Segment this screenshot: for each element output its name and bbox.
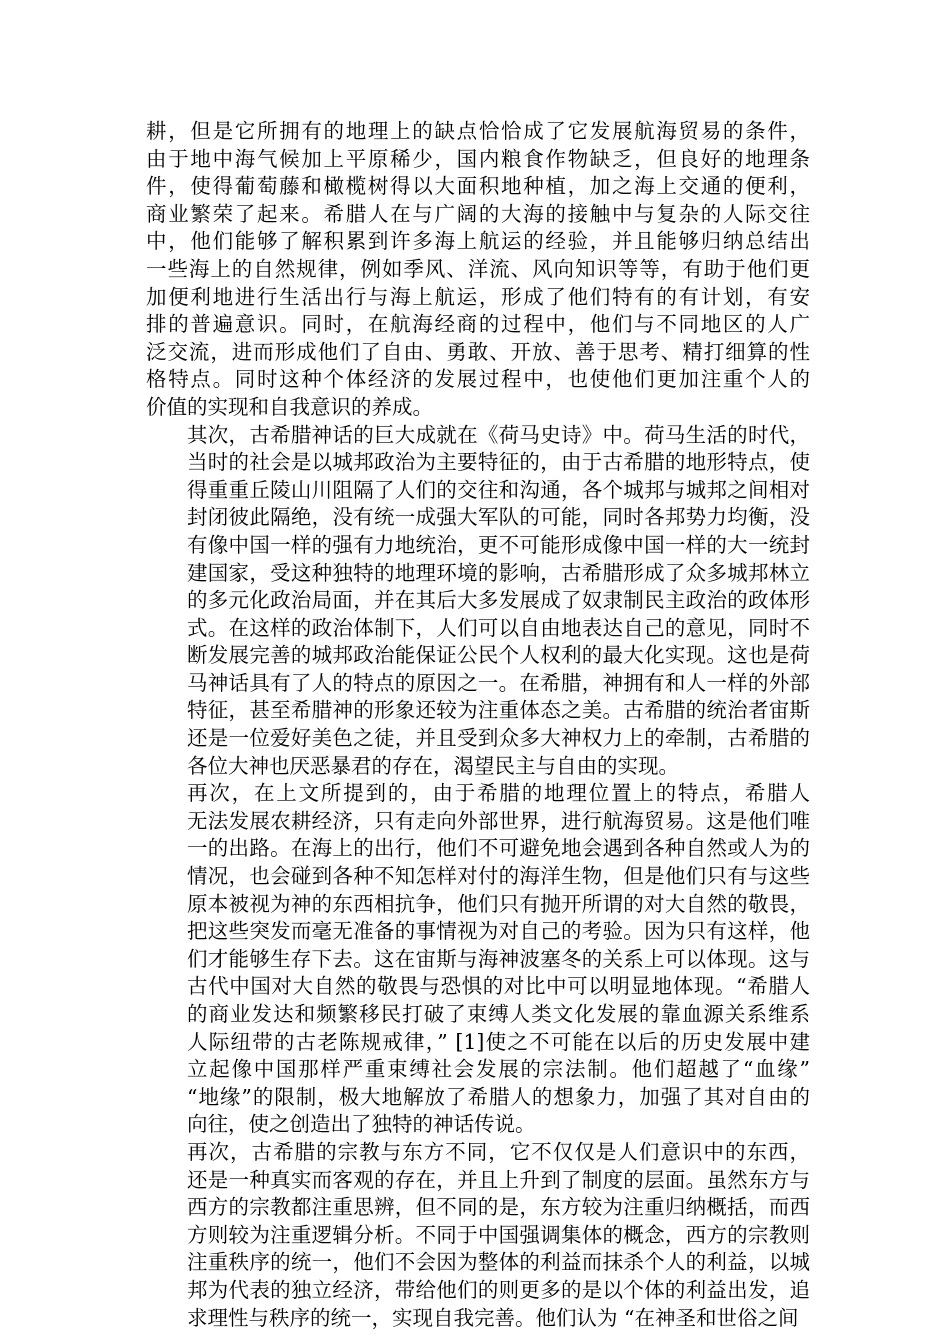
text-line: 由于地中海气候加上平原稀少，国内粮食作物缺乏，但良好的地理条 [146,146,810,171]
document-page [146,118,810,1332]
text-line: 原本被视为神的东西相抗争，他们只有抛开所谓的对大自然的敬畏， [187,891,810,916]
text-line: 求理性与秩序的统一，实现自我完善。他们认为 “在神圣和世俗之间 [187,1305,799,1330]
text-line: 排的普遍意识。同时，在航海经商的过程中，他们与不同地区的人广 [146,312,810,337]
text-line: 们才能够生存下去。这在宙斯与海神波塞冬的关系上可以体现。这与 [187,946,810,971]
text-line: 件，使得葡萄藤和橄榄树得以大面积地种植，加之海上交通的便利， [146,174,810,199]
text-line: 方则较为注重逻辑分析。不同于中国强调集体的概念，西方的宗教则 [187,1222,810,1247]
text-line: “地缘”的限制，极大地解放了希腊人的想象力，加强了其对自由的 [187,1084,810,1109]
text-line: 有像中国一样的强有力地统治，更不可能形成像中国一样的大一统封 [187,532,810,557]
text-line: 封闭彼此隔绝，没有统一成强大军队的可能，同时各邦势力均衡，没 [187,505,810,530]
text-line: 情况，也会碰到各种不知怎样对付的海洋生物，但是他们只有与这些 [187,864,810,889]
text-line: 断发展完善的城邦政治能保证公民个人权利的最大化实现。这也是荷 [187,643,810,668]
text-line: 当时的社会是以城邦政治为主要特征的，由于古希腊的地形特点，使 [187,450,810,475]
text-line: 得重重丘陵山川阻隔了人们的交往和沟通，各个城邦与城邦之间相对 [187,477,810,502]
text-line: 把这些突发而毫无准备的事情视为对自己的考验。因为只有这样，他 [187,919,810,944]
text-line: 无法发展农耕经济，只有走向外部世界，进行航海贸易。这是他们唯 [187,808,810,833]
text-line: 格特点。同时这种个体经济的发展过程中，也使他们更加注重个人的 [146,367,810,392]
text-line: 西方的宗教都注重思辨，但不同的是，东方较为注重归纳概括，而西 [187,1195,810,1220]
text-line: 式。在这样的政治体制下，人们可以自由地表达自己的意见，同时不 [187,615,810,640]
text-line: 一的出路。在海上的出行，他们不可避免地会遇到各种自然或人为的 [187,836,810,861]
text-line: 各位大神也厌恶暴君的存在，渴望民主与自由的实现。 [187,753,679,778]
text-line: 加便利地进行生活出行与海上航运，形成了他们特有的有计划，有安 [146,284,810,309]
text-line: 立起像中国那样严重束缚社会发展的宗法制。他们超越了“血缘” [187,1057,810,1082]
text-line: 的多元化政治局面，并在其后大多发展成了奴隶制民主政治的政体形 [187,588,810,613]
text-line: 向往，使之创造出了独特的神话传说。 [187,1112,536,1137]
text-line: 邦为代表的独立经济，带给他们的则更多的是以个体的利益出发，追 [187,1277,810,1302]
text-line: 还是一种真实而客观的存在，并且上升到了制度的层面。虽然东方与 [187,1167,810,1192]
text-line: 人际纽带的古老陈规戒律，” [1]使之不可能在以后的历史发展中建 [187,1029,810,1054]
text-line: 再次，古希腊的宗教与东方不同，它不仅仅是人们意识中的东西， [187,1139,810,1164]
paragraph [146,780,810,1139]
text-line: 的商业发达和频繁移民打破了束缚人类文化发展的靠血源关系维系 [187,1002,810,1026]
text-line: 马神话具有了人的特点的原因之一。在希腊，神拥有和人一样的外部 [187,670,810,695]
text-line: 商业繁荣了起来。希腊人在与广阔的大海的接触中与复杂的人际交往 [146,201,810,226]
text-line: 价值的实现和自我意识的养成。 [146,394,433,419]
text-line: 泛交流，进而形成他们了自由、勇敢、开放、善于思考、精打细算的性 [146,339,810,364]
text-line: 中，他们能够了解积累到许多海上航运的经验，并且能够归纳总结出 [146,229,810,254]
paragraph [146,1139,810,1332]
text-line: 其次，古希腊神话的巨大成就在《荷马史诗》中。荷马生活的时代， [187,422,810,447]
text-line: 特征，甚至希腊神的形象还较为注重体态之美。古希腊的统治者宙斯 [187,698,810,723]
text-line: 耕，但是它所拥有的地理上的缺点恰恰成了它发展航海贸易的条件， [146,119,810,143]
text-line: 一些海上的自然规律，例如季风、洋流、风向知识等等，有助于他们更 [146,256,810,281]
text-line: 古代中国对大自然的敬畏与恐惧的对比中可以明显地体现。“希腊人 [187,974,810,999]
text-line: 注重秩序的统一，他们不会因为整体的利益而抹杀个人的利益，以城 [187,1250,810,1275]
text-line: 建国家，受这种独特的地理环境的影响，古希腊形成了众多城邦林立 [187,560,810,585]
text-line: 再次，在上文所提到的，由于希腊的地理位置上的特点，希腊人 [187,781,810,806]
paragraph [146,118,810,422]
text-line: 还是一位爱好美色之徒，并且受到众多大神权力上的牵制，古希腊的 [187,726,810,751]
paragraph [146,422,810,781]
